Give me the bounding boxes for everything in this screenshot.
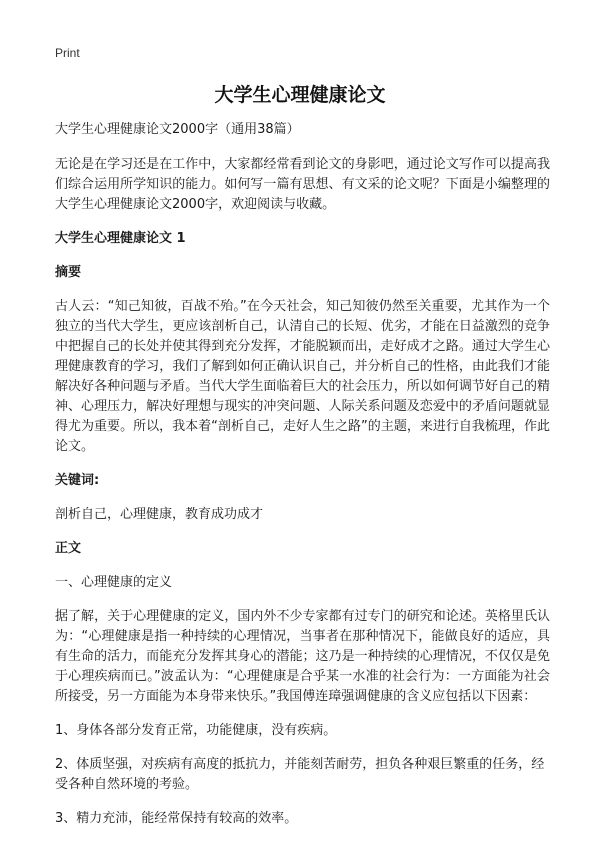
document-subtitle: 大学生心理健康论文2000字（通用38篇） xyxy=(55,122,300,137)
abstract-label: 摘要 xyxy=(55,265,82,280)
section-heading: 大学生心理健康论文 1 xyxy=(55,231,186,246)
print-link[interactable]: Print xyxy=(55,46,80,60)
keywords-label: 关键词: xyxy=(55,473,100,488)
document-title: 大学生心理健康论文 xyxy=(214,84,386,106)
section1-title: 一、心理健康的定义 xyxy=(55,575,173,590)
list-item: 2、体质坚强，对疾病有高度的抵抗力，并能刻苦耐劳，担负各种艰巨繁重的任务，经受各种自然环境的考验。 xyxy=(55,757,545,792)
section1-paragraph: 据了解，关于心理健康的定义，国内外不少专家都有过专门的研究和论述。英格里氏认为：“心理健康是指一种持续的心理情况，当事者在那种情况下，能做良好的适应，具有生命的活力，而能充分发挥其身心的潜能；这乃是一种持续的心理情况，不仅仅是免于心理疾病而已。”波孟认为：“心理健康是合乎某一水准的社会行为：一方面能为社会所接受，另一方面能为本身带来快乐。”我国傅连璋强调健康的含义应包括以下因素： xyxy=(55,609,550,704)
abstract-paragraph: 古人云：“知己知彼，百战不殆。”在今天社会，知己知彼仍然至关重要，尤其作为一个独立的当代大学生，更应该剖析自己，认清自己的长短、优劣，才能在日益激烈的竞争中把握自己的长处并使其得到充分发挥，才能脱颖而出，走好成才之路。通过大学生心理健康教育的学习，我们了解到如何正确认识自己，并分析自己的性格，由此我们才能解决好各种问题与矛盾。当代大学生面临着巨大的社会压力，所以如何调节好自己的精神、心理压力，解决好理想与现实的冲突问题、人际关系问题及恋爱中的矛盾问题就显得尤为重要。所以，我本着“剖析自己，走好人生之路”的主题，来进行自我梳理，作此论文。 xyxy=(55,299,550,454)
list-item: 1、身体各部分发育正常，功能健康，没有疾病。 xyxy=(55,723,337,738)
list-item: 3、精力充沛，能经常保持有较高的效率。 xyxy=(55,811,298,826)
intro-paragraph: 无论是在学习还是在工作中，大家都经常看到论文的身影吧，通过论文写作可以提高我们综合运用所学知识的能力。如何写一篇有思想、有文采的论文呢？下面是小编整理的大学生心理健康论文2000字，欢迎阅读与收藏。 xyxy=(55,157,550,212)
body-label: 正文 xyxy=(55,541,82,556)
keywords-text: 剖析自己，心理健康，教育成功成才 xyxy=(55,507,264,522)
document-body xyxy=(55,120,550,843)
